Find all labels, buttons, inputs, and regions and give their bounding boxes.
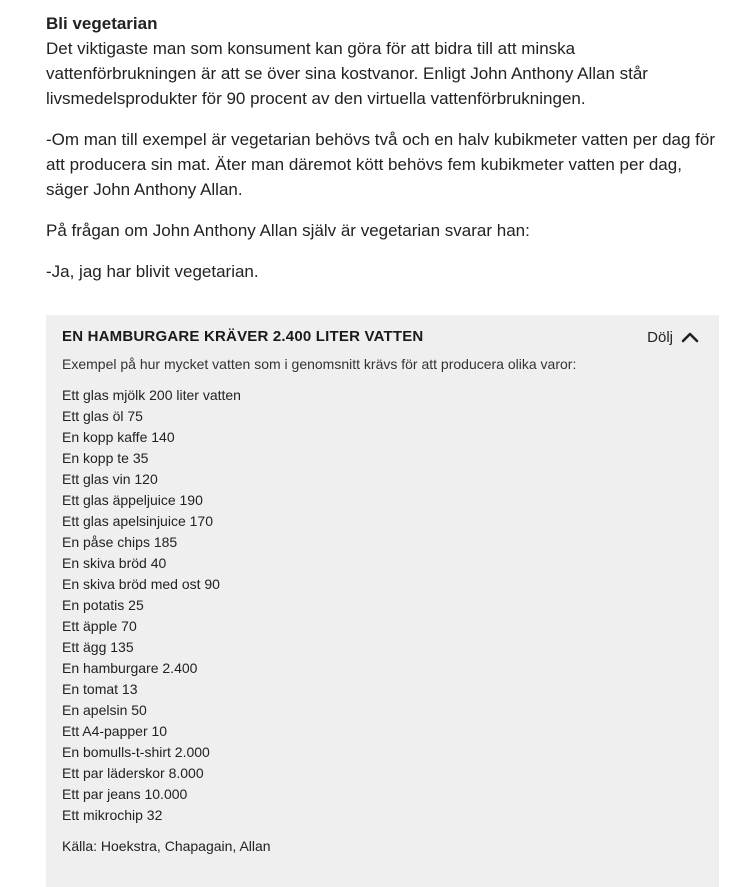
paragraph: -Ja, jag har blivit vegetarian. (46, 262, 259, 281)
paragraph: -Om man till exempel är vegetarian behövs två och en halv kubikmeter vatten per dag för att producera sin mat. Äter man däremot kött behövs fem kubikmeter vatten per dag, säger John Anthony Allan. (46, 130, 716, 199)
fact-box-source: Källa: Hoekstra, Chapagain, Allan (62, 838, 271, 854)
section-heading: Bli vegetarian (46, 14, 158, 33)
list-item: Ett glas vin 120 (62, 471, 158, 487)
list-item: Ett ägg 135 (62, 639, 134, 655)
article-body (46, 12, 718, 300)
hide-label: Dölj (647, 328, 673, 346)
fact-box (46, 315, 719, 887)
fact-box-intro: Exempel på hur mycket vatten som i genomsnitt krävs för att producera olika varor: (62, 356, 577, 372)
list-item: En kopp kaffe 140 (62, 429, 175, 445)
list-item: Ett par läderskor 8.000 (62, 765, 204, 781)
list-item: En kopp te 35 (62, 450, 149, 466)
list-item: Ett äpple 70 (62, 618, 137, 634)
list-item: En apelsin 50 (62, 702, 147, 718)
list-item: En påse chips 185 (62, 534, 178, 550)
hide-fact-box-button[interactable] (647, 325, 699, 349)
list-item: Ett A4-papper 10 (62, 723, 168, 739)
list-item: Ett par jeans 10.000 (62, 786, 188, 802)
paragraph: På frågan om John Anthony Allan själv är vegetarian svarar han: (46, 221, 530, 240)
chevron-up-icon (681, 331, 699, 343)
list-item: En skiva bröd med ost 90 (62, 576, 220, 592)
fact-box-title: EN HAMBURGARE KRÄVER 2.400 LITER VATTEN (62, 328, 424, 345)
list-item: En hamburgare 2.400 (62, 660, 198, 676)
list-item: Ett glas mjölk 200 liter vatten (62, 387, 241, 403)
list-item: En skiva bröd 40 (62, 555, 167, 571)
list-item: Ett glas apelsinjuice 170 (62, 513, 213, 529)
list-item: En potatis 25 (62, 597, 144, 613)
list-item: Ett glas äppeljuice 190 (62, 492, 203, 508)
list-item: Ett glas öl 75 (62, 408, 143, 424)
paragraph: Det viktigaste man som konsument kan göra för att bidra till att minska vattenförbrukningen är att se över sina kostvanor. Enligt John Anthony Allan står livsmedelsprodukter för 90 procent av den virtuella vattenförbrukningen. (46, 39, 648, 108)
list-item: Ett mikrochip 32 (62, 807, 163, 823)
list-item: En bomulls-t-shirt 2.000 (62, 744, 210, 760)
list-item: En tomat 13 (62, 681, 138, 697)
fact-box-list (62, 385, 241, 826)
